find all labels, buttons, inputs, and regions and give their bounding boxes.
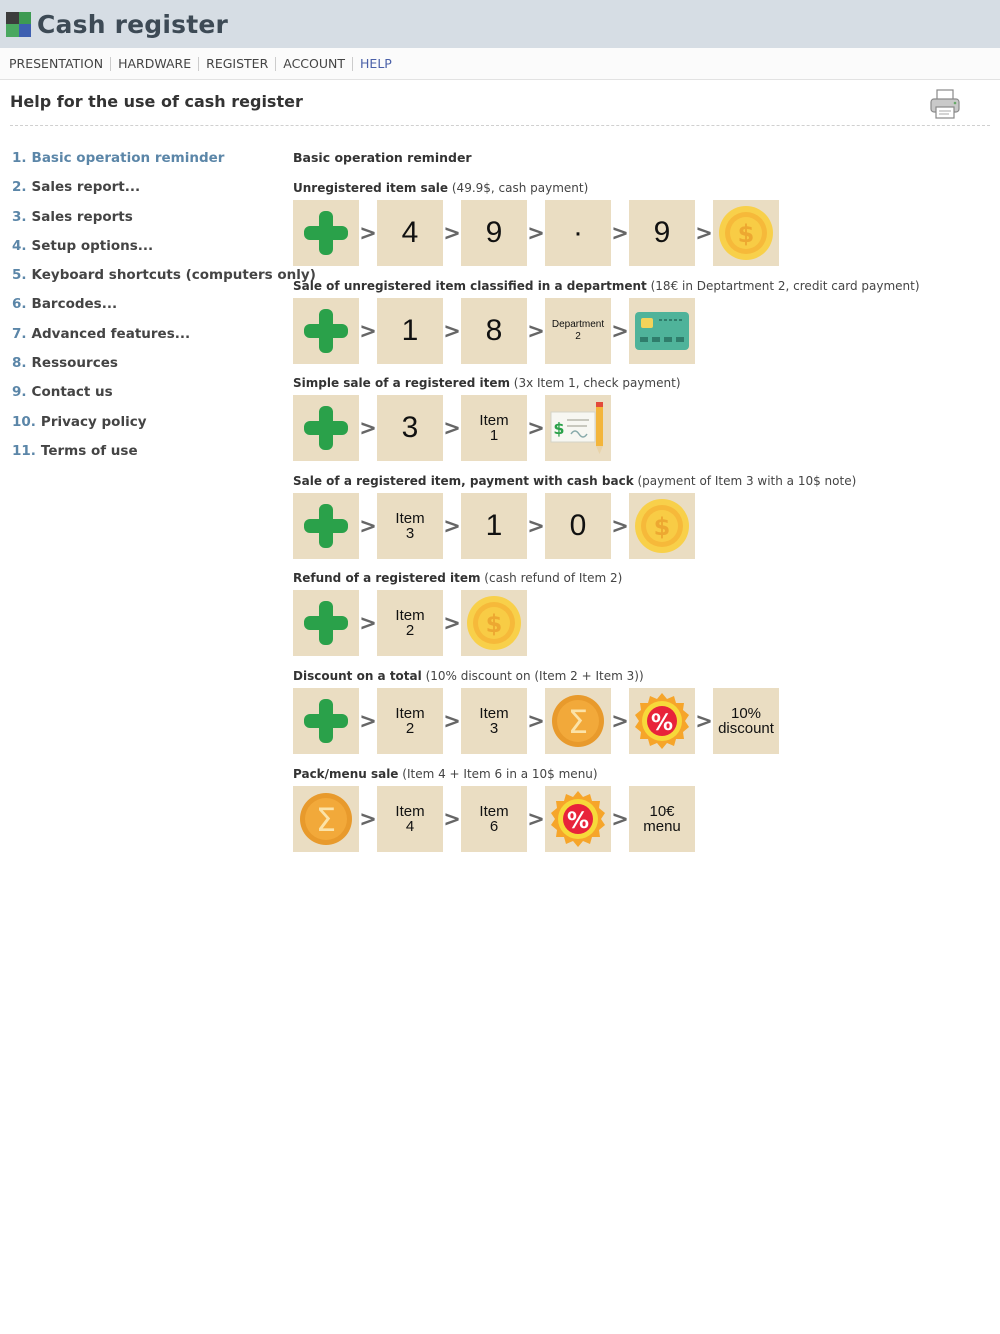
plus-icon [300,207,352,259]
toc-number: 6. [12,296,27,313]
toc-number: 7. [12,325,27,342]
nav-item-register[interactable]: REGISTER [199,57,276,71]
toc-number: 3. [12,208,27,225]
app-title[interactable]: Cash register [37,9,229,39]
toc-label: Privacy policy [40,413,147,430]
examples-list [293,181,993,864]
arrow-icon: > [359,221,377,245]
nav-item-hardware[interactable]: HARDWARE [111,57,199,71]
example-detail: (49.9$, cash payment) [448,181,589,195]
key-label-line2: menu [643,817,681,835]
arrow-icon: > [611,318,629,343]
key-plus[interactable] [293,200,359,266]
operation-example [293,767,993,865]
example-title: Discount on a total [293,668,422,683]
toc-label: Basic operation reminder [31,150,225,166]
page-header [10,80,990,126]
key-label-line2: 2 [405,622,415,640]
key-label-line2: 4 [405,817,415,835]
key-label-line1: 10€ [649,802,675,820]
example-caption [293,767,993,786]
operation-example [293,571,993,669]
logo-square [19,24,32,37]
key-digit[interactable]: 1 [461,493,527,559]
example-title: Refund of a registered item [293,571,481,586]
key-digit[interactable]: 3 [377,395,443,461]
example-caption [293,669,993,688]
key-sigma[interactable] [545,688,611,754]
nav-item-presentation[interactable]: PRESENTATION [2,57,111,71]
toc-item[interactable] [12,179,292,208]
toc-item[interactable] [12,443,292,472]
toc-label: Terms of use [40,442,138,459]
toc-number: 5. [12,267,27,284]
top-bar [0,0,1000,48]
arrow-icon: > [695,708,713,733]
key-plus[interactable] [293,395,359,461]
key-sigma[interactable] [293,786,359,852]
svg-text:$: $ [737,220,755,248]
printer-icon[interactable] [928,88,962,120]
key-digit[interactable]: 0 [545,493,611,559]
credit-card-icon [634,311,690,351]
plus-icon [300,500,352,552]
toc-number: 9. [12,384,27,401]
arrow-icon: > [359,708,377,733]
key-item[interactable] [461,786,527,852]
key-item[interactable] [377,590,443,656]
example-caption [293,474,993,493]
key-plus[interactable] [293,590,359,656]
plus-icon [300,402,352,454]
example-title: Unregistered item sale [293,181,449,195]
coin-icon [634,498,690,554]
key-plus[interactable] [293,298,359,364]
key-item[interactable] [377,493,443,559]
nav-item-account[interactable]: ACCOUNT [276,57,353,71]
arrow-icon: > [443,611,461,636]
arrow-icon: > [611,708,629,733]
toc-label: Barcodes... [31,296,118,313]
toc-label: Setup options... [31,237,154,254]
help-section [293,150,993,864]
key-plus[interactable] [293,493,359,559]
key-digit[interactable]: · [545,200,611,266]
toc-label: Advanced features... [31,325,191,342]
operation-example [293,669,993,767]
arrow-icon: > [611,221,629,245]
key-sequence [293,298,993,364]
key-label-line1: Item [479,802,509,820]
example-detail: (10% discount on (Item 2 + Item 3)) [421,668,644,683]
toc-item[interactable] [12,296,292,325]
plus-icon [300,695,352,747]
toc-item[interactable] [12,267,316,296]
arrow-icon: > [527,806,545,831]
toc-number: 2. [12,179,27,196]
arrow-icon: > [359,318,377,343]
key-item[interactable] [377,786,443,852]
toc-item[interactable] [12,209,292,238]
example-caption [293,376,993,395]
arrow-icon: > [359,416,377,441]
check-payment-icon [549,400,607,456]
example-title: Sale of unregistered item classified in a department [293,278,647,293]
operation-example [293,474,993,572]
toc-number: 8. [12,355,27,372]
toc-number: 10. [12,413,36,430]
arrow-icon: > [443,416,461,441]
page-title: Help for the use of cash register [10,92,303,111]
app-logo[interactable] [6,12,31,37]
key-label-line1: Item [395,509,425,527]
key-sequence [293,688,993,754]
sigma-icon [551,694,605,748]
key-card[interactable] [629,298,695,364]
logo-square [19,12,32,25]
key-item[interactable] [713,688,779,754]
key-label-line1: Item [395,704,425,722]
logo-square [6,12,19,25]
key-sequence [293,493,993,559]
toc-label: Ressources [31,355,118,372]
key-label-line2: discount [718,719,774,737]
toc-item[interactable] [12,384,292,413]
toc-label: Sales reports [31,208,133,225]
toc-item[interactable] [12,150,292,179]
key-label-line1: Item [479,412,509,430]
arrow-icon: > [443,806,461,831]
operation-example [293,376,993,474]
example-detail: (18€ in Deptartment 2, credit card payment) [646,278,920,293]
nav-item-help[interactable]: HELP [360,55,392,71]
key-digit[interactable]: 1 [377,298,443,364]
key-digit[interactable]: 9 [461,200,527,266]
coin-icon [466,595,522,651]
key-label-line2: 3 [405,524,415,542]
key-item[interactable] [377,688,443,754]
arrow-icon: > [527,416,545,441]
key-digit[interactable]: 4 [377,200,443,266]
toc-label: Sales report... [31,179,141,196]
svg-text:$: $ [653,512,671,541]
arrow-icon: > [443,513,461,538]
example-title: Pack/menu sale [293,766,399,781]
arrow-icon: > [443,221,461,245]
key-item[interactable] [629,786,695,852]
key-label-line1: Item [395,802,425,820]
key-label-line1: 10% [730,704,762,722]
section-title: Basic operation reminder [293,150,472,165]
toc-label: Keyboard shortcuts (computers only) [31,267,316,284]
arrow-icon: > [359,611,377,636]
arrow-icon: > [527,513,545,538]
key-coin[interactable] [629,493,695,559]
key-department[interactable] [545,298,611,364]
toc-number: 4. [12,237,27,254]
key-coin[interactable] [713,200,779,266]
key-label-line1: Item [479,704,509,722]
key-label-line1: Department [551,318,605,330]
key-plus[interactable] [293,688,359,754]
key-label-line1: Item [395,607,425,625]
toc-number: 11. [12,442,36,459]
svg-text:%: % [566,808,590,834]
arrow-icon: > [527,221,545,245]
table-of-contents [12,150,316,472]
arrow-icon: > [695,221,713,245]
key-sequence [293,395,993,461]
example-detail: (cash refund of Item 2) [480,571,623,586]
arrow-icon: > [359,513,377,538]
key-label-line2: 3 [489,719,499,737]
percent-icon [633,692,691,750]
arrow-icon: > [611,513,629,538]
example-detail: (3x Item 1, check payment) [509,376,681,391]
arrow-icon: > [611,806,629,831]
key-digit[interactable]: 8 [461,298,527,364]
toc-item[interactable] [12,355,292,384]
key-label-line2: 6 [489,817,499,835]
arrow-icon: > [527,318,545,343]
key-coin[interactable] [461,590,527,656]
plus-icon [300,305,352,357]
key-item[interactable] [461,688,527,754]
arrow-icon: > [359,806,377,831]
toc-item[interactable] [12,414,292,443]
coin-icon [718,205,774,261]
example-title: Sale of a registered item, payment with cash back [293,473,634,488]
main-nav [0,48,1000,80]
toc-number: 1. [12,150,27,166]
arrow-icon: > [527,708,545,733]
key-item[interactable] [461,395,527,461]
key-check[interactable] [545,395,611,461]
plus-icon [300,597,352,649]
example-detail: (payment of Item 3 with a 10$ note) [633,473,857,488]
toc-item[interactable] [12,238,292,267]
svg-text:%: % [650,710,674,736]
key-sequence [293,590,993,656]
key-percent[interactable] [629,688,695,754]
key-label-line2: 2 [575,330,581,342]
arrow-icon: > [443,318,461,343]
svg-text:$: $ [485,610,503,639]
logo-square [6,24,19,37]
sigma-icon [299,792,353,846]
example-caption [293,571,993,590]
toc-label: Contact us [31,384,113,401]
svg-text:Σ: Σ [567,702,589,741]
svg-text:Σ: Σ [315,800,337,839]
key-sequence [293,786,993,852]
key-label-line2: 2 [405,719,415,737]
key-digit[interactable]: 9 [629,200,695,266]
key-sequence [293,200,993,266]
example-title: Simple sale of a registered item [293,376,510,391]
toc-item[interactable] [12,326,292,355]
svg-text:$: $ [553,419,565,439]
key-label-line2: 1 [489,427,499,445]
operation-example [293,181,993,279]
operation-example [293,279,993,377]
example-detail: (Item 4 + Item 6 in a 10$ menu) [398,766,598,781]
example-caption [293,279,993,298]
key-percent[interactable] [545,786,611,852]
arrow-icon: > [443,708,461,733]
example-caption [293,181,993,200]
percent-icon [549,790,607,848]
